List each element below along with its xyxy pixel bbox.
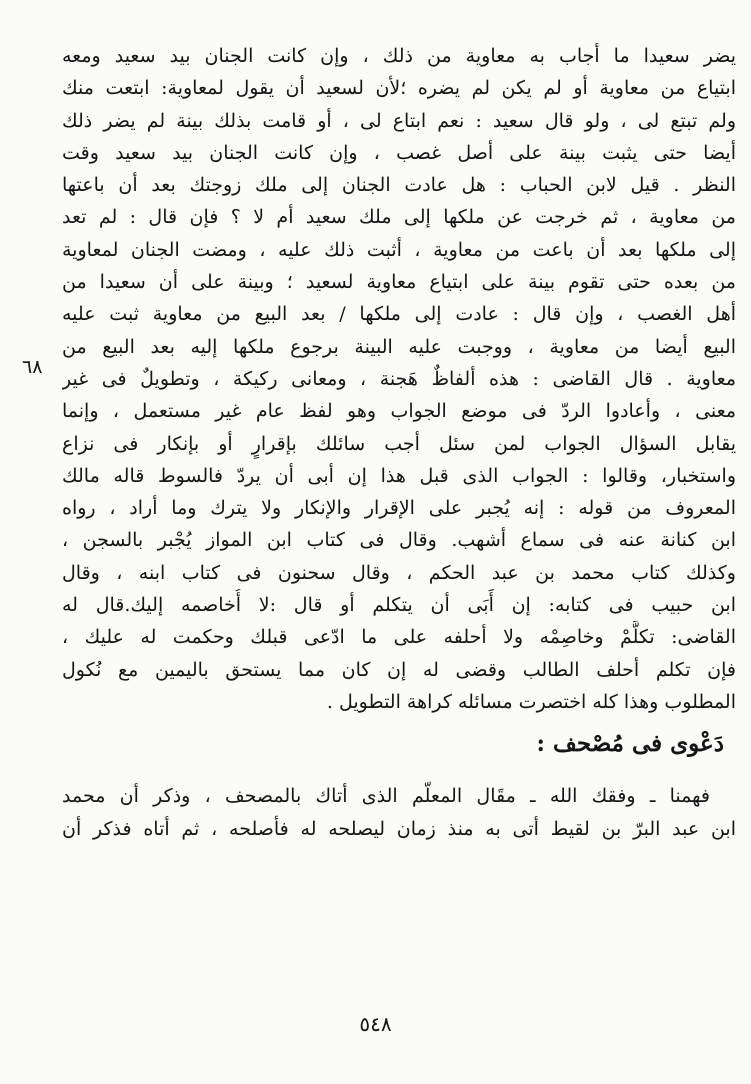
text-line: ابن عبد البرّ بن لقيط أتى به منذ زمان ليصلحه له فأصلحه ، ثم أتاه فذكر أن (62, 817, 736, 840)
text-line: معاوية . قال القاضى : هذه ألفاظٌ هَجنة ، ومعانى ركيكة ، وتطويلٌ فى غير (62, 367, 736, 390)
text-line: فهمنا ـ وفقك الله ـ مقَال المعلّم الذى أتاك بالمصحف ، وذكر أن محمد (62, 785, 710, 808)
text-line: فإن تكلم أحلف الطالب وقضى له إن كان مما يستحق باليمين مع نُكول (62, 658, 736, 681)
text-line: من بعده حتى تقوم بينة على ابتياع معاوية لسعيد ؛ وبينة على أن سعيدا من (62, 271, 736, 294)
page-body (62, 40, 736, 845)
text-line: ابتياع من معاوية أو لم يكن لم يضره ؛لأن لسعيد أن يقول لمعاوية: ابتعت منك (62, 77, 736, 100)
text-line: المعروف من قوله : إنه يُجبر على الإقرار والإنكار ولا يترك وما أراد ، رواه (62, 497, 736, 520)
text-line: أيضا حتى يثبت بينة على أصل غصب ، وإن كانت الجنان بيد سعيد وقت (62, 141, 736, 164)
text-line: البيع أيضا من معاوية ، ووجبت عليه البينة برجوع ملكها إليه بعد البيع من (62, 335, 736, 358)
text-line: القاضى: تكلَّمْ وخاصِمْه ولا أحلفه على ما ادّعى قبلك وحكمت له عليك ، (62, 626, 736, 649)
paragraph-1 (62, 40, 736, 718)
text-line: واستخبار، وقالوا : الجواب الذى قبل هذا إن أبى أن يردّ فالسوط قاله مالك (62, 464, 736, 487)
text-line: معنى ، وأعادوا الردّ فى موضع الجواب وهو لفظ عام غير مستعمل ، وإنما (62, 400, 736, 423)
section-gap (62, 766, 736, 780)
text-line: إلى ملكها بعد أن باعت من معاوية ، أثبت ذلك عليه ، ومضت الجنان لمعاوية (62, 238, 736, 261)
text-line: النظر . قيل لابن الحباب : هل عادت الجنان إلى ملك زوجتك بعد أن باعتها (62, 174, 736, 197)
margin-page-reference: ٦٨ (22, 356, 43, 378)
text-line: يقابل السؤال الجواب لمن سئل أجب سائلك بإقرارٍ أو بإنكار فى نزاع (62, 432, 736, 455)
text-line: من معاوية ، ثم خرجت عن ملكها إلى ملك سعيد أم لا ؟ فإن قال : لم تعد (62, 206, 736, 229)
section-heading: دَعْوى فى مُصْحف : (536, 730, 724, 758)
text-line: يضر سعيدا ما أجاب به معاوية من ذلك ، وإن كانت الجنان بيد سعيد ومعه (62, 45, 736, 67)
text-line: ابن كنانة عنه فى سماع أشهب. وقال فى كتاب ابن المواز يُجْبر بالسجن ، (62, 529, 736, 552)
text-line: وكذلك كتاب محمد بن عبد الحكم ، وقال سحنون فى كتاب ابنه ، وقال (62, 561, 736, 584)
page-number: ٥٤٨ (359, 1012, 392, 1036)
paragraph-2 (62, 780, 736, 845)
text-line: ولم تبتع لى ، ولو قال سعيد : نعم ابتاع لى ، أو قامت بذلك بينة لم يضر ذلك (62, 109, 736, 132)
text-line: المطلوب وهذا كله اختصرت مسائله كراهة التطويل . (326, 690, 736, 713)
text-line: ابن حبيب فى كتابه: إن أَبَى أن يتكلم أو قال :لا أُخاصمه إليك.قال له (62, 594, 736, 617)
text-line: أهل الغصب ، وإن قال : عادت إلى ملكها / بعد البيع من معاوية ثبت عليه (62, 303, 736, 326)
